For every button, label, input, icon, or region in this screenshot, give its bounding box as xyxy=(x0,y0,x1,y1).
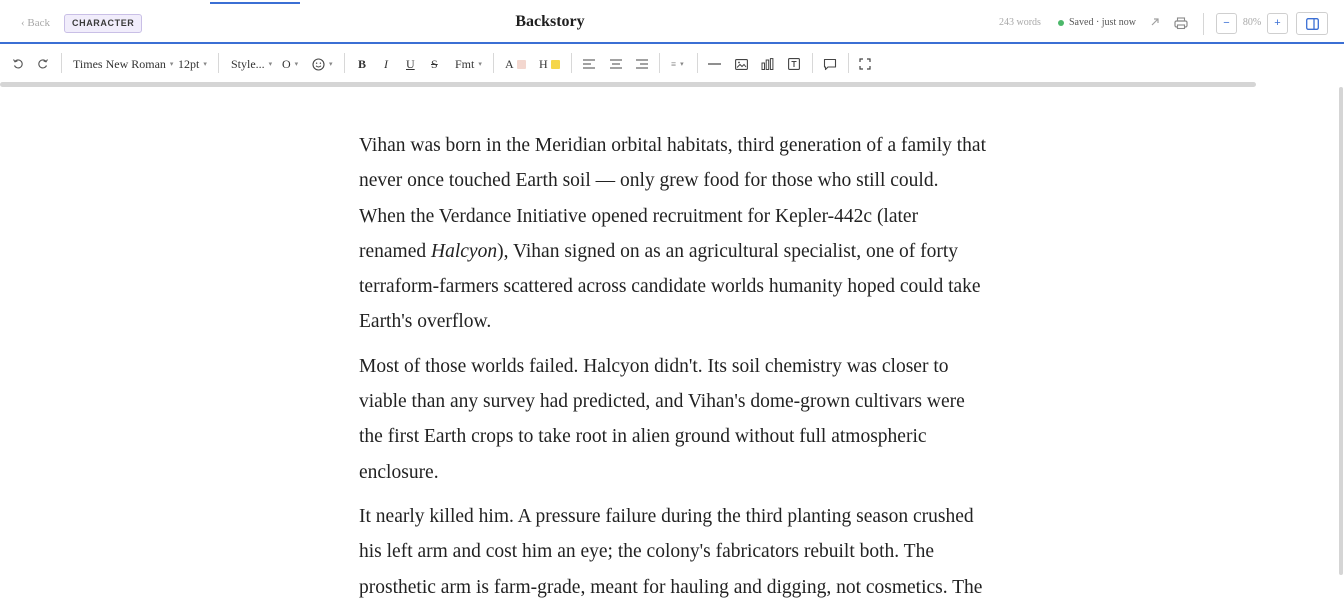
strikethrough-button[interactable]: S xyxy=(431,56,438,71)
toolbar-divider xyxy=(218,53,219,73)
print-icon[interactable] xyxy=(1173,15,1189,31)
category-badge[interactable]: CHARACTER xyxy=(64,14,142,33)
toolbar-divider xyxy=(61,53,62,73)
paragraph[interactable]: Most of those worlds failed. Halcyon didn't. Its soil chemistry was closer to viable than any survey had predicted, and Vihan's dome-grown cultivars were the first Earth crops to take root in alien ground without full atmospheric enclosure. xyxy=(359,355,965,483)
highlight-swatch xyxy=(551,60,560,69)
font-size-select[interactable] xyxy=(178,55,207,73)
chevron-down-icon: ▾ xyxy=(294,60,299,68)
font-size-value: 12pt xyxy=(178,56,200,71)
document-body[interactable] xyxy=(359,128,989,614)
toolbar-divider xyxy=(571,53,572,73)
vertical-scrollbar[interactable] xyxy=(1339,87,1343,575)
chevron-down-icon: ▾ xyxy=(478,60,482,68)
saved-status-dot-icon xyxy=(1058,20,1064,26)
font-family-select[interactable] xyxy=(73,55,173,73)
align-right-button[interactable] xyxy=(636,55,648,73)
text-color-label: A xyxy=(505,56,514,71)
redo-icon xyxy=(37,58,49,70)
font-family-value: Times New Roman xyxy=(73,56,166,71)
horizontal-scrollbar[interactable] xyxy=(0,82,1256,87)
styles-select[interactable] xyxy=(231,55,272,73)
toolbar-divider xyxy=(659,53,660,73)
chart-icon xyxy=(761,58,774,70)
zoom-in-button[interactable]: + xyxy=(1267,13,1288,34)
line-spacing-select[interactable] xyxy=(671,55,684,73)
toolbar-divider xyxy=(848,53,849,73)
paragraph[interactable]: It nearly killed him. A pressure failure during the third planting season crushed his left arm and cost him an eye; the colony's fabricators rebuilt both. The prosthetic arm is farm-grade, meant for hauling and digging, not cosmetics. The xyxy=(359,505,983,598)
italic-button[interactable]: I xyxy=(384,56,388,71)
paragraph[interactable]: Vihan was born in the Meridian orbital habitats, third generation of a family that never once touched Earth soil — only grew food for those who still could. When the Verdance Initiative opened recruitment for Kepler-442c (later renamed Halcyon), Vihan signed on as an agricultural specialist, one of forty terraform-farmers scattered across candidate worlds humanity hoped could take Earth's overflow. xyxy=(359,135,986,333)
insert-image-button[interactable] xyxy=(735,55,748,73)
text-color-swatch xyxy=(517,60,526,69)
page-title[interactable]: Backstory xyxy=(515,13,585,30)
sidebar-panel-icon xyxy=(1306,18,1319,30)
word-count: 243 words xyxy=(999,17,1041,28)
toolbar-divider xyxy=(812,53,813,73)
italic-text: Halcyon xyxy=(431,240,498,262)
fullscreen-icon xyxy=(859,58,871,70)
save-status xyxy=(1058,17,1136,28)
header-divider xyxy=(1203,13,1204,35)
toolbar-divider xyxy=(344,53,345,73)
zoom-level: 80% xyxy=(1242,17,1262,28)
active-tab-indicator xyxy=(210,2,300,4)
align-right-icon xyxy=(636,59,648,69)
textbox-icon xyxy=(788,58,800,70)
chevron-down-icon: ▾ xyxy=(329,60,333,68)
save-status-text: Saved · just now xyxy=(1069,17,1136,28)
align-left-button[interactable] xyxy=(583,55,595,73)
fullscreen-button[interactable] xyxy=(859,55,871,73)
align-center-icon xyxy=(610,59,622,69)
insert-chart-button[interactable] xyxy=(761,55,774,73)
comment-icon xyxy=(823,58,837,71)
highlight-label: H xyxy=(539,56,548,71)
underline-button[interactable]: U xyxy=(406,56,415,71)
horizontal-rule-icon xyxy=(708,62,721,66)
back-button[interactable]: ‹ Back xyxy=(21,17,51,29)
line-spacing-icon: ≡ xyxy=(671,59,677,69)
emoji-button[interactable] xyxy=(312,55,333,73)
align-left-icon xyxy=(583,59,595,69)
format-menu[interactable] xyxy=(455,55,482,73)
toolbar-divider xyxy=(493,53,494,73)
styles-value: Style... xyxy=(231,56,265,71)
toolbar-divider xyxy=(697,53,698,73)
align-center-button[interactable] xyxy=(610,55,622,73)
format-label: Fmt xyxy=(455,56,475,71)
insert-textbox-button[interactable] xyxy=(788,55,800,73)
undo-button[interactable] xyxy=(12,55,24,73)
o-menu-select[interactable] xyxy=(282,55,298,73)
chevron-down-icon: ▾ xyxy=(169,60,174,68)
o-menu-value: O xyxy=(282,56,291,71)
redo-button[interactable] xyxy=(37,55,49,73)
emoji-icon xyxy=(312,58,325,71)
horizontal-rule-button[interactable] xyxy=(708,55,721,73)
chevron-down-icon: ▾ xyxy=(268,60,273,68)
zoom-out-button[interactable]: − xyxy=(1216,13,1237,34)
expand-icon[interactable] xyxy=(1148,15,1164,31)
chevron-down-icon: ▾ xyxy=(203,60,207,68)
bold-button[interactable]: B xyxy=(358,56,367,71)
highlight-button[interactable] xyxy=(539,55,560,73)
comment-button[interactable] xyxy=(823,55,837,73)
toggle-panel-button[interactable] xyxy=(1296,12,1328,35)
document-header xyxy=(0,0,1344,44)
formatting-toolbar xyxy=(0,46,1344,82)
undo-icon xyxy=(12,58,24,70)
text-color-button[interactable] xyxy=(505,55,526,73)
image-icon xyxy=(735,59,748,70)
chevron-down-icon: ▾ xyxy=(680,60,684,68)
